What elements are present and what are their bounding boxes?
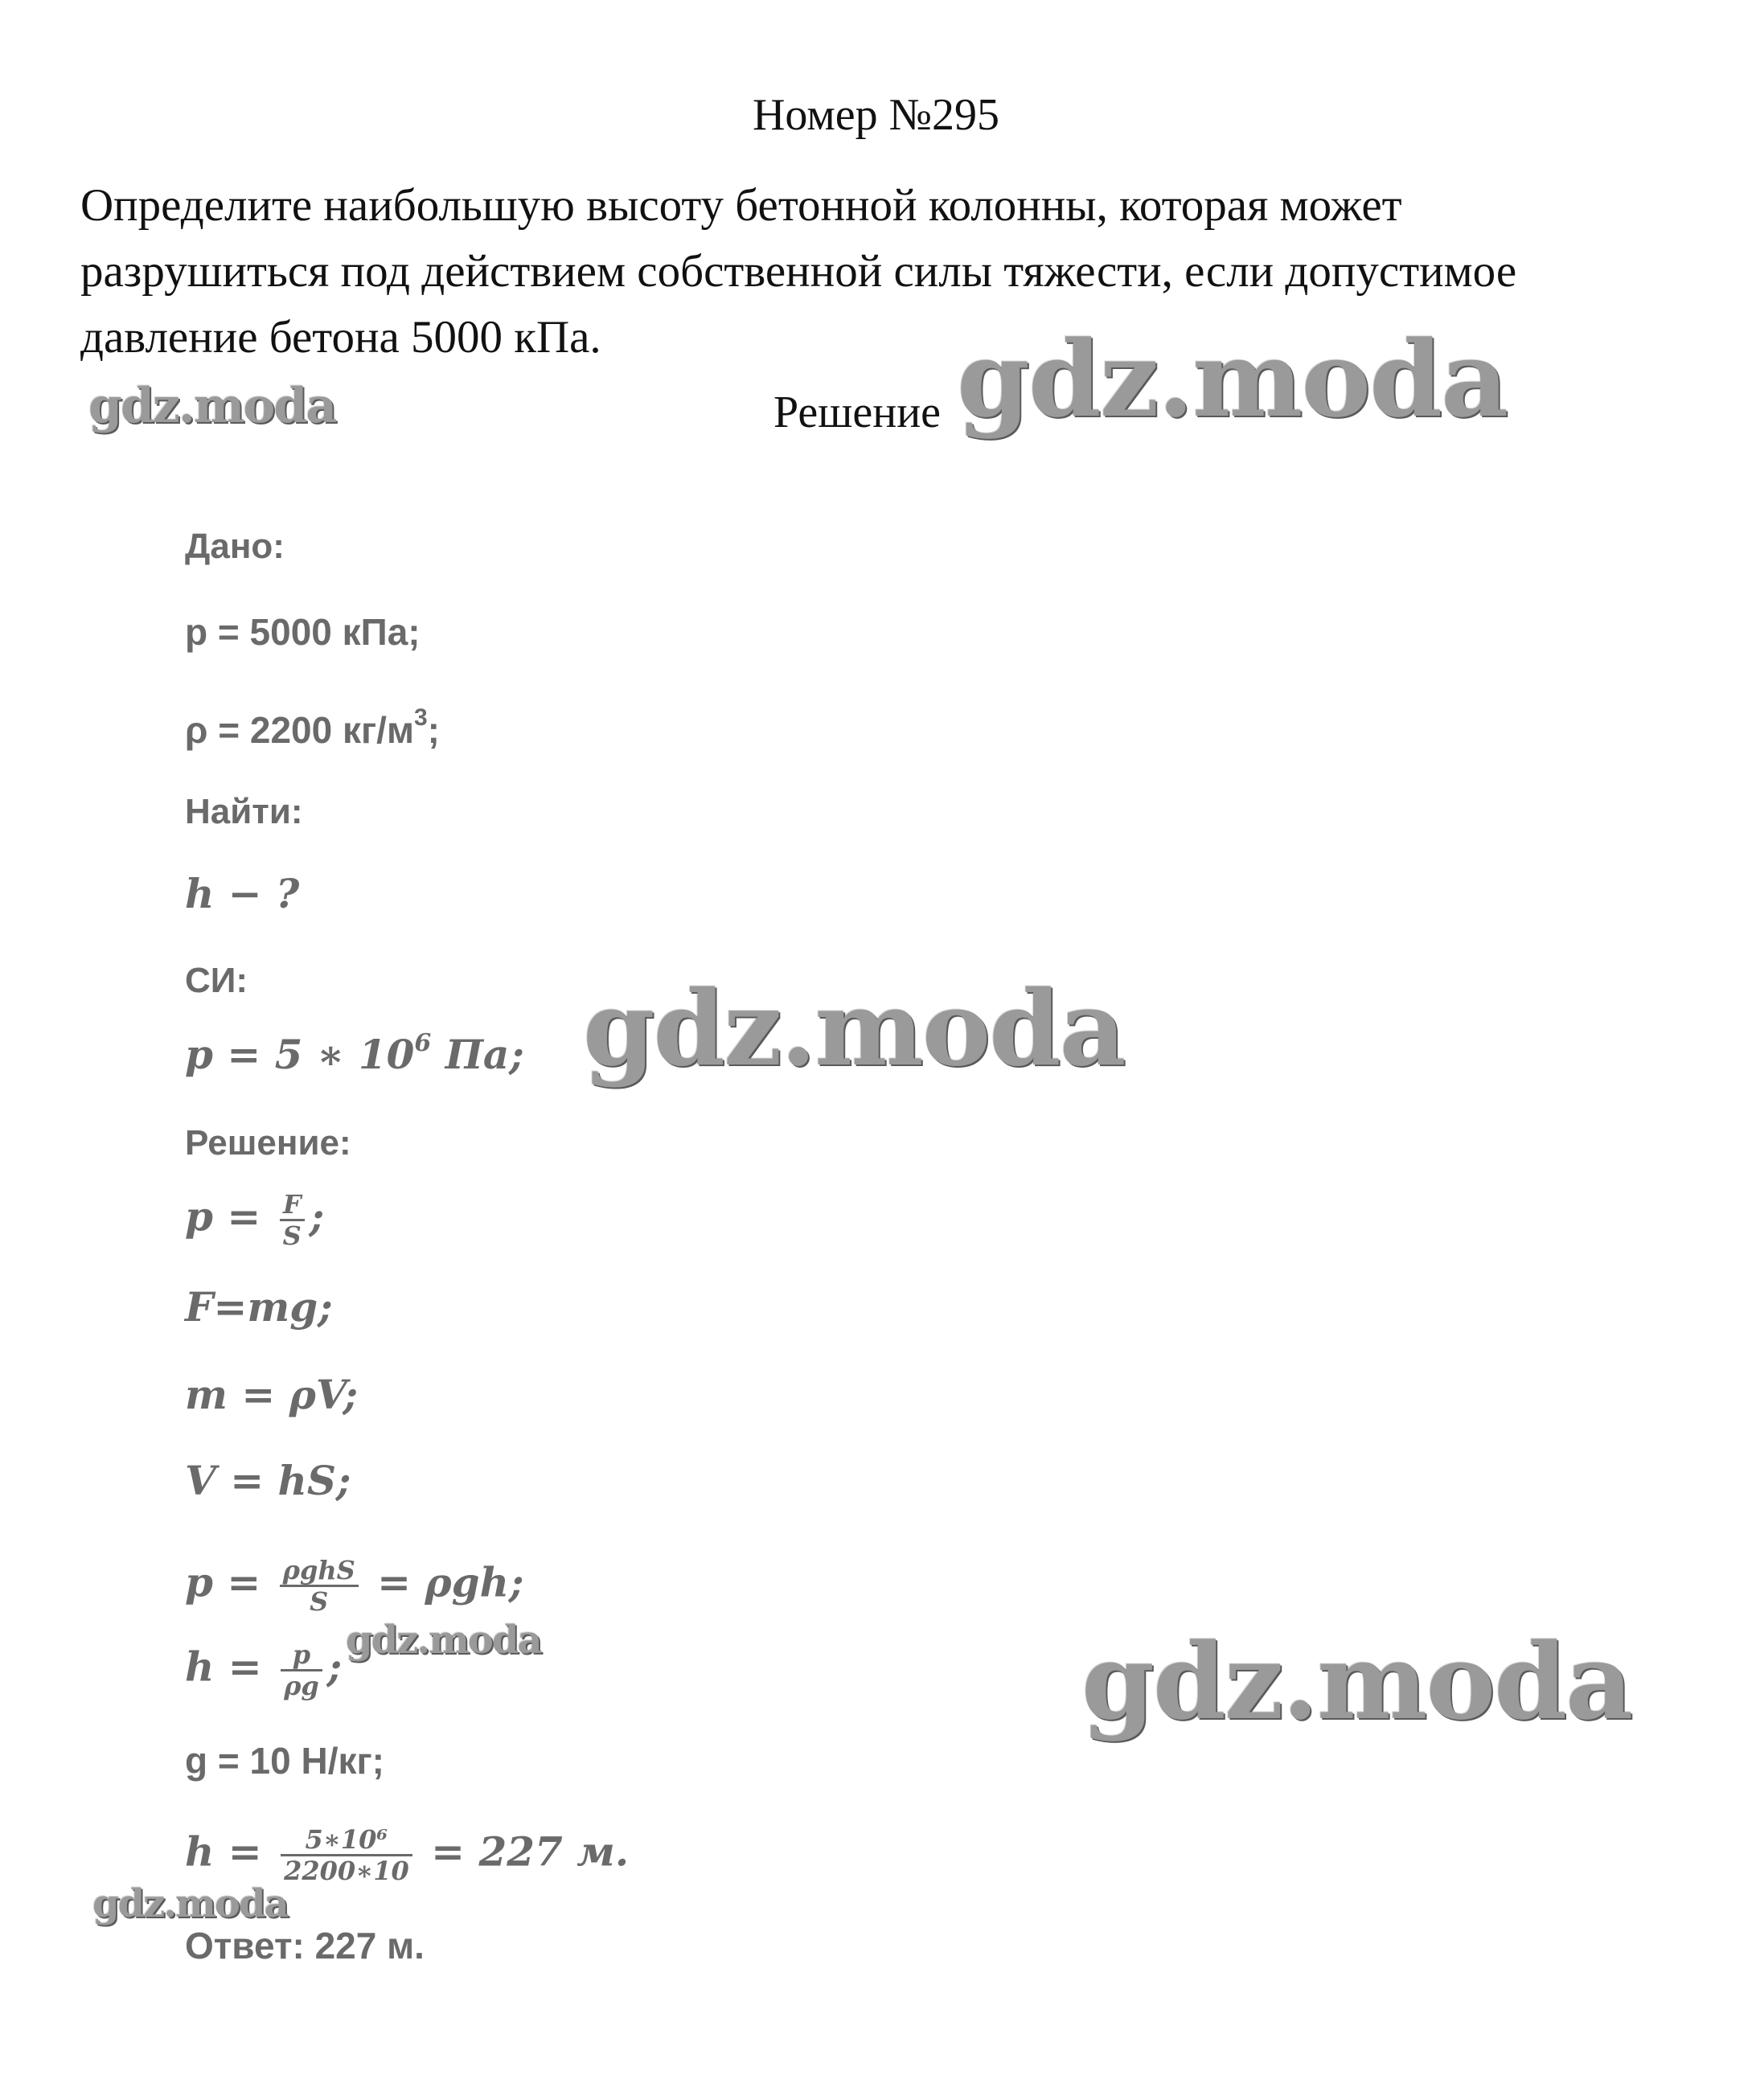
watermark: gdz.moda: [346, 1618, 541, 1663]
equation-result: h = $\frac{\text{5∗10⁶}}{2200∗10}$ = 227 м.: [185, 1824, 630, 1886]
page-title: Номер №295: [752, 90, 1000, 140]
gravity-value: g = 10 Н/кг;: [185, 1740, 384, 1782]
given-label: Дано:: [185, 527, 285, 566]
equation-substitution: p = $\frac{\text{ρghS}}{S}$ = ρgh;: [185, 1555, 524, 1617]
equation-force: F=mg;: [185, 1283, 333, 1331]
problem-line: давление бетона 5000 кПа.: [80, 312, 601, 363]
si-pressure: p = 5 ∗ $10^6$ Па;: [185, 1029, 524, 1078]
watermark: gdz.moda: [957, 318, 1508, 441]
problem-line: разрушиться под действием собственной силы тяжести, если допустимое: [80, 246, 1517, 297]
si-label: СИ:: [185, 961, 248, 1000]
solution-label: Решение:: [185, 1123, 351, 1163]
solution-heading: Решение: [773, 388, 942, 437]
find-label: Найти:: [185, 792, 303, 831]
equation-volume: V = hS;: [185, 1457, 351, 1504]
watermark: gdz.moda: [1081, 1620, 1632, 1743]
given-pressure: p = 5000 кПа;: [185, 611, 421, 653]
watermark: gdz.moda: [92, 1881, 288, 1926]
equation-mass: m = ρV;: [185, 1371, 359, 1418]
watermark: gdz.moda: [583, 969, 1125, 1089]
find-height: h − ?: [185, 870, 300, 917]
given-density: ρ = 2200 $кг/м^3$;: [185, 704, 440, 751]
equation-pressure: p = $\frac{F}{S}$ ;: [185, 1189, 325, 1251]
answer: Ответ: 227 м.: [185, 1925, 425, 1967]
problem-line: Определите наибольшую высоту бетонной колонны, которая может: [80, 180, 1402, 231]
equation-height: h = $\frac{p}{\rho g}$ ;: [185, 1639, 343, 1701]
watermark: gdz.moda: [88, 378, 336, 434]
